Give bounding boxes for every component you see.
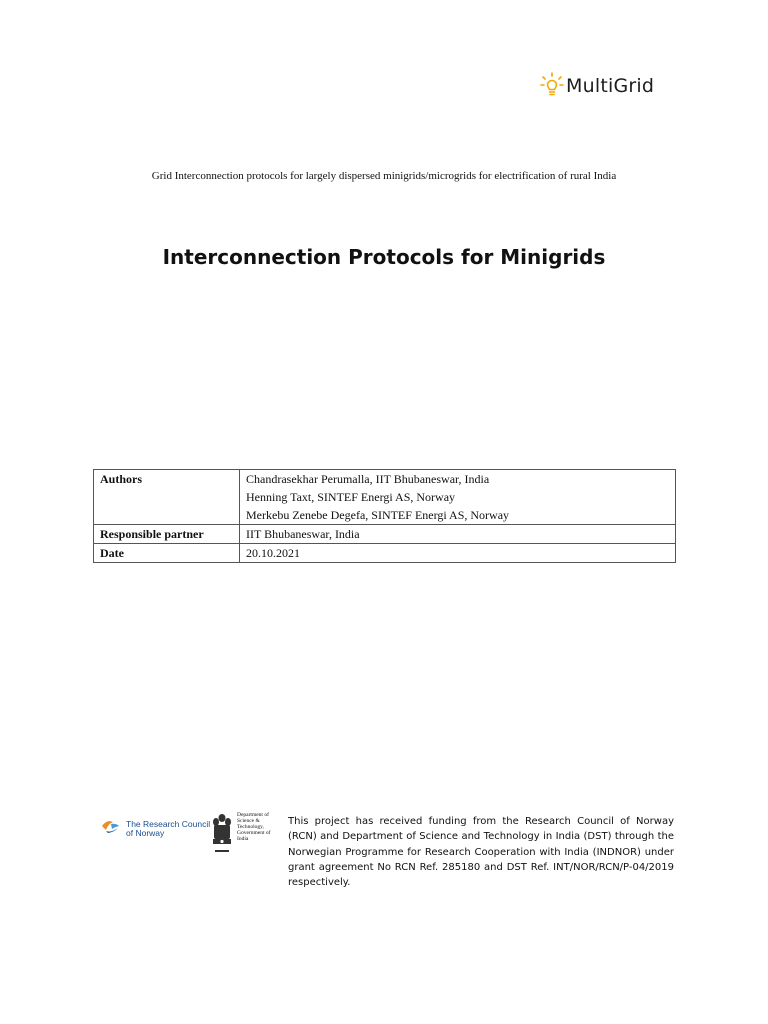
dst-logo-line: Government of: [237, 830, 271, 836]
logo-text: MultiGrid: [566, 75, 655, 97]
document-subtitle: Grid Interconnection protocols for largely dispersed minigrids/microgrids for electrification of rural India: [151, 170, 617, 182]
rcn-logo: [100, 818, 210, 839]
dst-logo-line: India: [237, 836, 249, 842]
author-name: Henning Taxt, SINTEF Energi AS, Norway: [246, 490, 456, 504]
authors-value: [240, 470, 676, 525]
document-title: Interconnection Protocols for Minigrids: [162, 245, 606, 269]
table-row: [94, 470, 676, 525]
dst-logo: [210, 812, 282, 863]
funding-statement: This project has received funding from the Research Council of Norway (RCN) and Department of Science and Technology in India (DST) through the Norwegian Programme for Research Cooperation with India (INDNOR) under grant agreement No RCN Ref. 285180 and DST Ref. INT/NOR/RCN/P-04/2019 respectively.: [288, 816, 674, 889]
info-table: [93, 469, 676, 563]
rcn-logo-line: of Norway: [126, 827, 165, 838]
table-row: [94, 525, 676, 544]
dst-logo-line: Department of: [237, 812, 269, 818]
multigrid-logo: [540, 72, 654, 100]
rcn-emblem-icon: [100, 818, 122, 839]
dst-logo-line: Science &: [237, 818, 260, 824]
author-name: Chandrasekhar Perumalla, IIT Bhubaneswar, India: [246, 472, 490, 486]
authors-label: Authors: [94, 470, 240, 525]
dst-logo-line: Technology,: [237, 824, 264, 830]
date-label: Date: [94, 544, 240, 563]
emblem-of-india-icon: [210, 812, 234, 863]
date-value: 20.10.2021: [240, 544, 676, 563]
table-row: [94, 544, 676, 563]
partner-label: Responsible partner: [94, 525, 240, 544]
lightbulb-icon: [540, 72, 564, 100]
author-name: Merkebu Zenebe Degefa, SINTEF Energi AS, Norway: [246, 508, 510, 522]
partner-value: IIT Bhubaneswar, India: [240, 525, 676, 544]
rcn-logo-line: The Research Council: [126, 818, 211, 829]
